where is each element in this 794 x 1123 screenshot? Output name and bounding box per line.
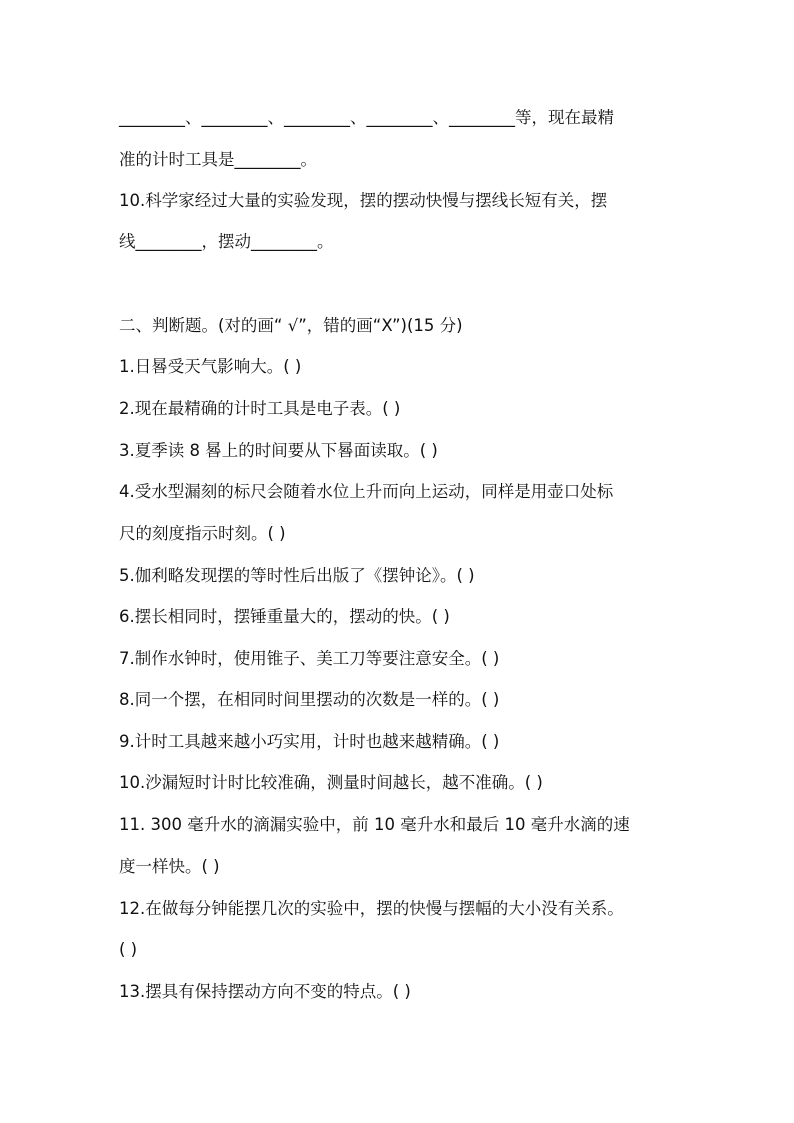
- q10-continuation: 线________，摆动________。: [119, 232, 334, 251]
- judge-item-11: 11. 300 毫升水的滴漏实验中，前 10 毫升水和最后 10 毫升水滴的速: [119, 815, 630, 834]
- judge-item-1: 1.日晷受天气影响大。( ): [119, 357, 302, 376]
- judge-item-13: 13.摆具有保持摆动方向不变的特点。( ): [119, 982, 411, 1001]
- judge-item-2: 2.现在最精确的计时工具是电子表。( ): [119, 399, 401, 418]
- judge-item-3: 3.夏季读 8 晷上的时间要从下晷面读取。( ): [119, 441, 438, 460]
- judge-item-6: 6.摆长相同时，摆锤重量大的，摆动的快。( ): [119, 607, 450, 626]
- judge-item-11-continuation: 度一样快。( ): [119, 857, 220, 876]
- judge-item-12: 12.在做每分钟能摆几次的实验中，摆的快慢与摆幅的大小没有关系。: [119, 899, 624, 918]
- q9-blanks-line: ________、________、________、________、________等，现在最精: [119, 108, 614, 127]
- q9-continuation: 准的计时工具是________。: [119, 150, 317, 169]
- q10-line: 10.科学家经过大量的实验发现，摆的摆动快慢与摆线长短有关，摆: [119, 191, 608, 210]
- judge-item-4: 4.受水型漏刻的标尺会随着水位上升而向上运动，同样是用壶口处标: [119, 482, 614, 501]
- judge-item-10: 10.沙漏短时计时比较准确，测量时间越长，越不准确。( ): [119, 773, 543, 792]
- judge-item-8: 8.同一个摆，在相同时间里摆动的次数是一样的。( ): [119, 690, 500, 709]
- judge-item-4-continuation: 尺的刻度指示时刻。( ): [119, 524, 286, 543]
- judge-item-9: 9.计时工具越来越小巧实用，计时也越来越精确。( ): [119, 732, 500, 751]
- judge-item-12-continuation: ( ): [119, 940, 138, 959]
- section-two-heading: 二、判断题。(对的画“ √”，错的画“X”)(15 分): [119, 316, 463, 335]
- judge-item-5: 5.伽利略发现摆的等时性后出版了《摆钟论》。( ): [119, 566, 475, 585]
- judge-item-7: 7.制作水钟时，使用锥子、美工刀等要注意安全。( ): [119, 649, 500, 668]
